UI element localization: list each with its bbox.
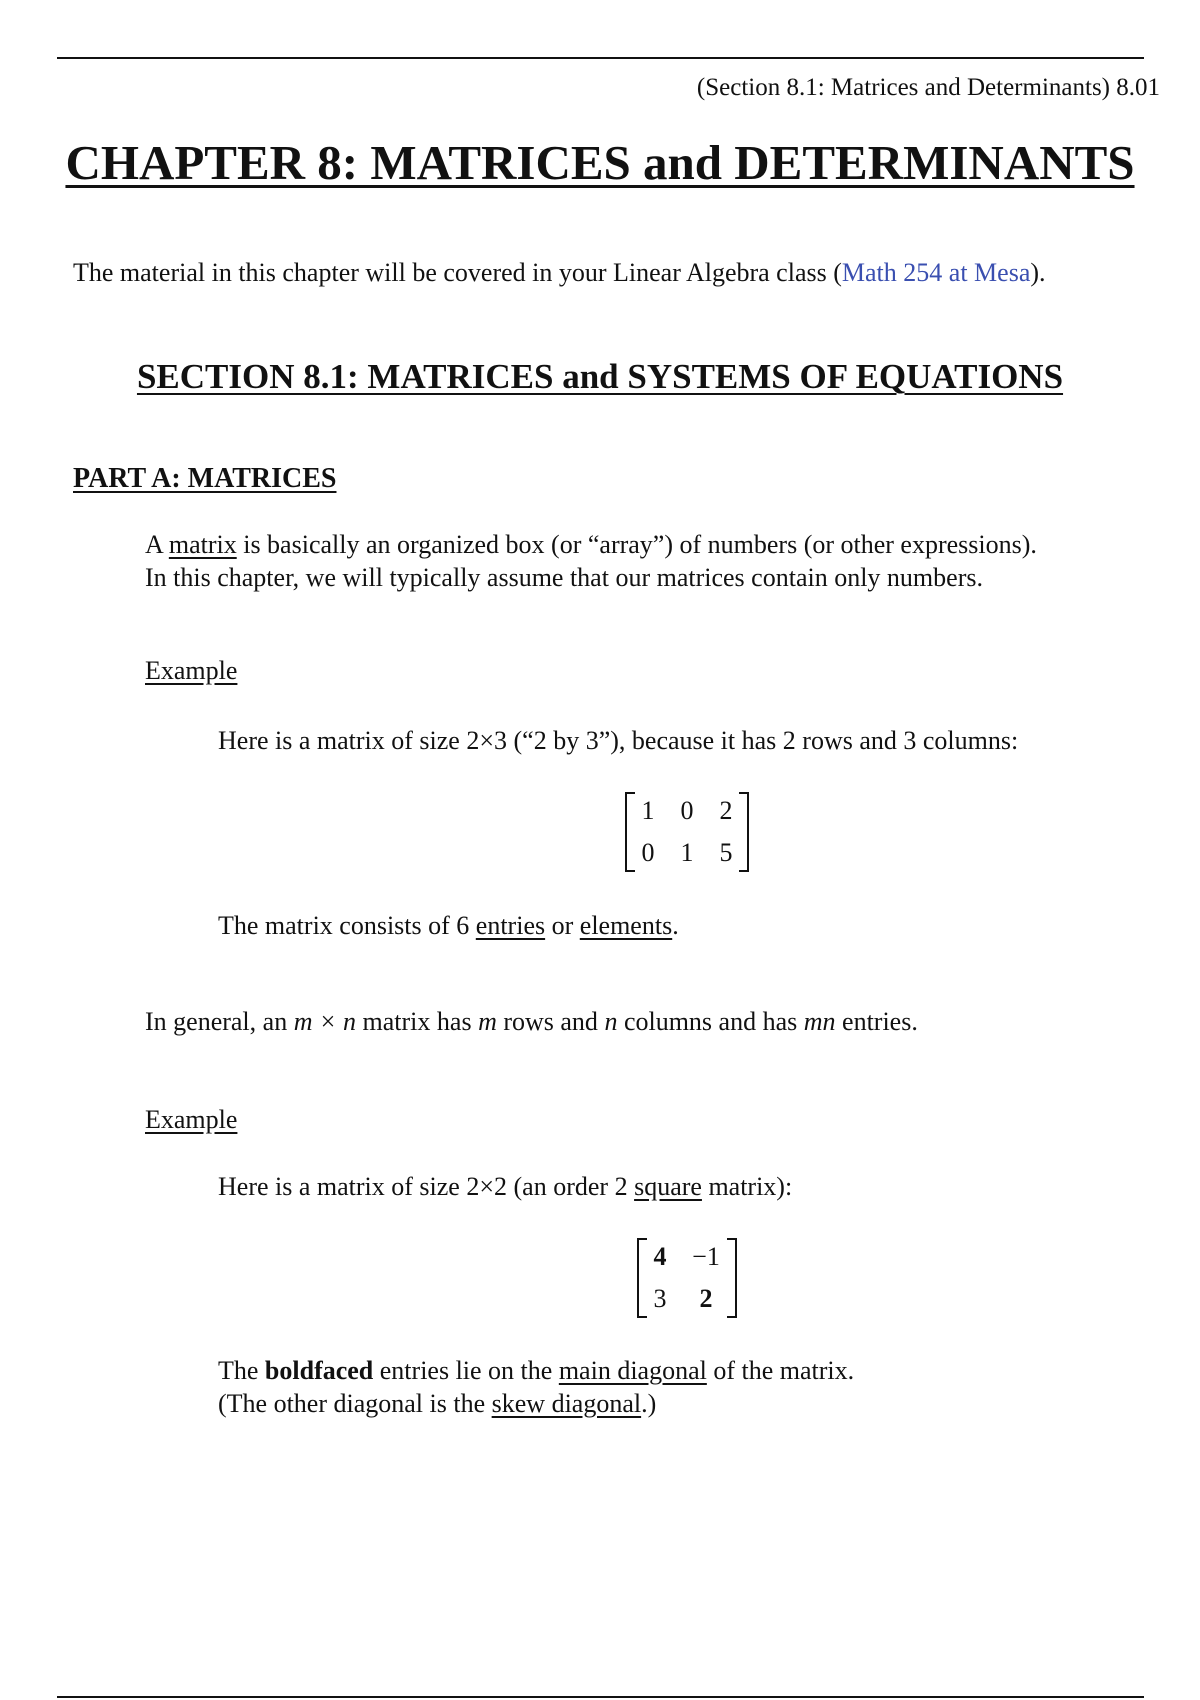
def-article: A — [145, 530, 169, 559]
matrix-cell: 2 — [719, 796, 733, 825]
term-matrix: matrix — [168, 530, 237, 559]
term-square: square — [634, 1172, 702, 1201]
general-text: entries. — [835, 1007, 918, 1036]
part-title — [73, 463, 336, 495]
general-statement — [145, 1007, 918, 1037]
term-skew-diagonal: skew diagonal — [491, 1389, 642, 1418]
skew-text-end: .) — [641, 1389, 657, 1418]
diag-text: The — [218, 1356, 265, 1385]
matrix-definition-line2: In this chapter, we will typically assume that our matrices contain only numbers. — [145, 563, 983, 592]
matrix-cell-main-diagonal: 2 — [699, 1284, 713, 1313]
example-1-entries-line — [218, 909, 679, 942]
matrix-cell-main-diagonal: 4 — [653, 1242, 667, 1271]
matrix-cell: 0 — [641, 838, 655, 867]
top-rule — [57, 57, 1144, 59]
general-text: rows and — [496, 1007, 605, 1036]
skew-text: (The other diagonal is the — [218, 1389, 492, 1418]
term-elements: elements — [579, 911, 673, 940]
section-title-text: SECTION 8.1: MATRICES and SYSTEMS OF EQUATIONS — [136, 357, 1064, 396]
entries-text: The matrix consists of 6 — [218, 911, 476, 940]
part-title-text: PART A: MATRICES — [73, 463, 337, 494]
matrix-2x3 — [625, 792, 749, 872]
size2-text-end: matrix): — [701, 1172, 793, 1201]
chapter-title-text: CHAPTER 8: MATRICES and DETERMINANTS — [65, 135, 1135, 190]
var-mxn: m × n — [293, 1007, 357, 1036]
matrix-cell: 1 — [641, 796, 655, 825]
matrix-cell: −1 — [692, 1242, 720, 1271]
matrix-definition-line1 — [145, 528, 1037, 561]
bottom-rule — [57, 1696, 1144, 1698]
example-1-size-line: Here is a matrix of size 2×3 (“2 by 3”), because it has 2 rows and 3 columns: — [218, 726, 1019, 755]
right-bracket — [727, 1238, 737, 1318]
matrix-2x2 — [637, 1238, 737, 1318]
var-m: m — [478, 1007, 497, 1036]
general-text: In general, an — [145, 1007, 294, 1036]
section-title — [0, 357, 1200, 397]
example-2-label: Example — [145, 1105, 238, 1134]
diag-text: entries lie on the — [373, 1356, 559, 1385]
intro-text: The material in this chapter will be covered in your Linear Algebra class ( — [73, 258, 842, 287]
matrix-cell: 1 — [680, 838, 694, 867]
matrix-cell: 0 — [680, 796, 694, 825]
diag-text: of the matrix. — [706, 1356, 855, 1385]
term-entries: entries — [475, 911, 546, 940]
var-n: n — [604, 1007, 618, 1036]
intro-close: ). — [1030, 258, 1046, 287]
general-text: columns and has — [617, 1007, 804, 1036]
def-rest: is basically an organized box (or “array”) of numbers (or other expressions). — [236, 530, 1037, 559]
example-2-size-line — [218, 1170, 792, 1203]
term-main-diagonal: main diagonal — [558, 1356, 707, 1385]
entries-period: . — [672, 911, 679, 940]
diagonal-explanation — [218, 1354, 854, 1420]
matrix-cell: 5 — [719, 838, 733, 867]
intro-paragraph — [73, 258, 1046, 288]
entries-or: or — [545, 911, 580, 940]
matrix-definition — [145, 528, 1037, 594]
skew-diagonal-line — [218, 1387, 854, 1420]
var-mn: mn — [803, 1007, 836, 1036]
boldfaced-word: boldfaced — [264, 1356, 374, 1385]
size2-text: Here is a matrix of size 2×2 (an order 2 — [218, 1172, 635, 1201]
chapter-title — [0, 134, 1200, 191]
matrix-cell: 3 — [653, 1284, 667, 1313]
main-diagonal-line — [218, 1354, 854, 1387]
general-text: matrix has — [356, 1007, 479, 1036]
course-link[interactable]: Math 254 at Mesa — [841, 258, 1031, 287]
example-1-label: Example — [145, 656, 238, 685]
section-reference: (Section 8.1: Matrices and Determinants) 8.01 — [696, 74, 1160, 101]
